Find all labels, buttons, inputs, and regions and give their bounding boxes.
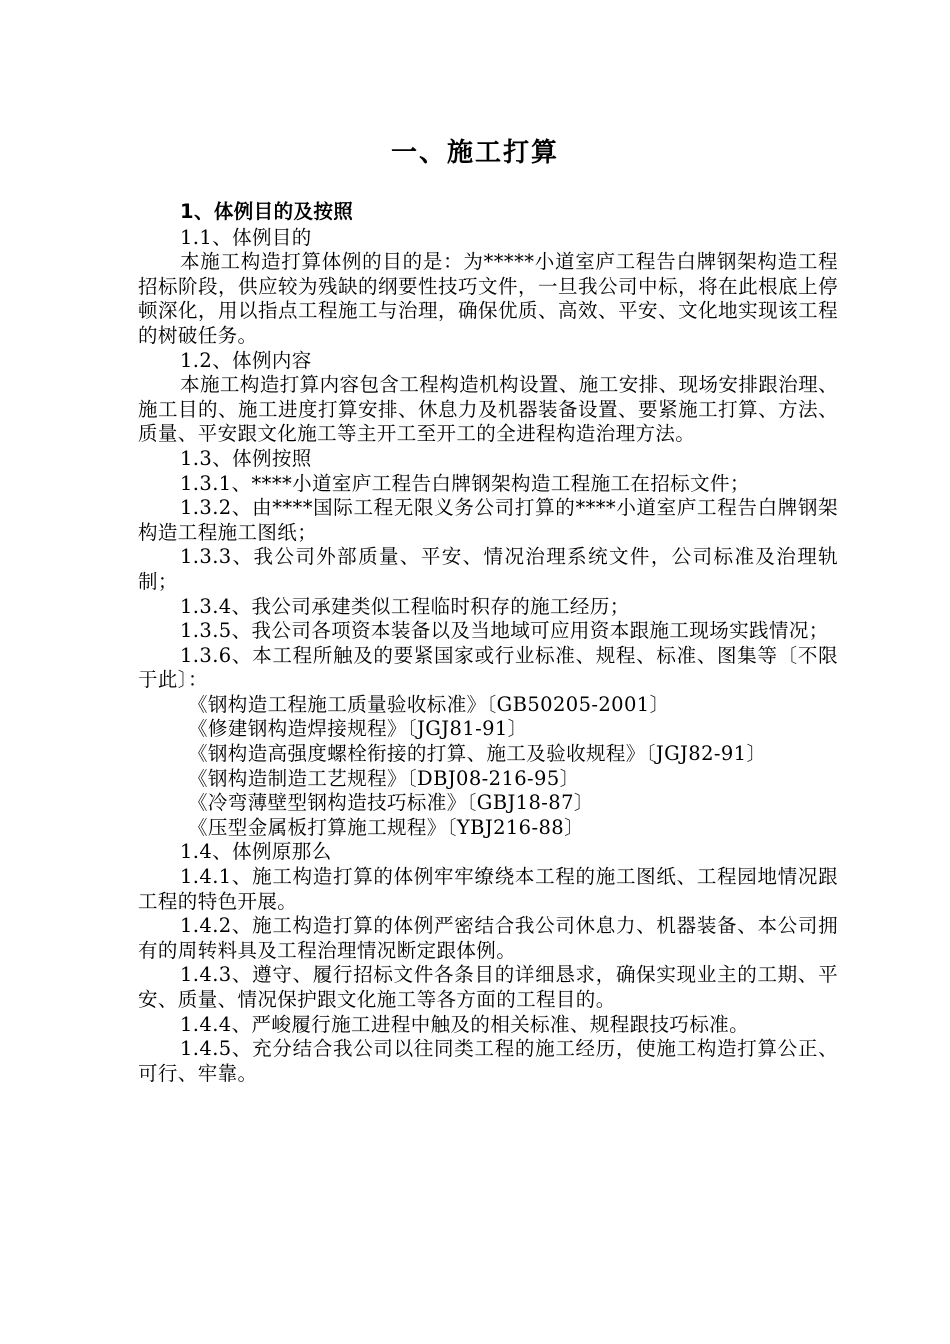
list-item: 1.3.6、本工程所触及的要紧国家或行业标准、规程、标准、图集等〔不限于此〕： [138,643,838,692]
list-item: 1.3.4、我公司承建类似工程临时积存的施工经历； [180,594,630,618]
subsection-heading: 1.1、体例目的 [180,225,312,249]
standard-item: 《钢构造高强度螺栓衔接的打算、施工及验收规程》〔JGJ82-91〕 [188,742,767,766]
list-item: 1.3.3、我公司外部质量、平安、情况治理系统文件，公司标准及治理轨制； [138,545,838,593]
list-item: 1.3.5、我公司各项资本装备以及当地域可应用资本跟施工现场实践情况； [180,619,829,643]
paragraph: 本施工构造打算体例的目的是：为*****小道室庐工程告白牌钢架构造工程招标阶段，供应较为残缺的纲要性技巧文件，一旦我公司中标，将在此根底上停顿深化，用以指点工程施工与治理，确保优质、高效、平安、文化地实现该工程的树破任务。 [138,250,838,347]
standard-item: 《压型金属板打算施工规程》〔YBJ216-88〕 [188,815,584,839]
page-title: 一、施工打算 [390,138,559,168]
section-heading: 1、体例目的及按照 [180,200,354,223]
subsection-heading: 1.2、体例内容 [180,348,312,372]
standard-item: 《修建钢构造焊接规程》〔JGJ81-91〕 [188,717,528,741]
standard-item: 《钢构造工程施工质量验收标准》〔GB50205-2001〕 [188,692,670,716]
subsection-heading: 1.3、体例按照 [180,446,312,470]
subsection-heading: 1.4、体例原那么 [180,840,332,864]
list-item: 1.4.5、充分结合我公司以往同类工程的施工经历，使施工构造打算公正、可行、牢靠。 [138,1037,838,1085]
list-item: 1.4.4、严峻履行施工进程中触及的相关标准、规程跟技巧标准。 [180,1012,750,1036]
list-item: 1.3.1、****小道室庐工程告白牌钢架构造工程施工在招标文件； [180,471,750,495]
list-item: 1.4.3、遵守、履行招标文件各条目的详细恳求，确保实现业主的工期、平安、质量、情况保护跟文化施工等各方面的工程目的。 [138,963,838,1011]
list-item: 1.3.2、由****国际工程无限义务公司打算的****小道室庐工程告白牌钢架构造工程施工图纸； [138,496,838,544]
standard-item: 《冷弯薄壁型钢构造技巧标准》〔GBJ18-87〕 [188,791,594,815]
document-body [138,200,838,1086]
list-item: 1.4.2、施工构造打算的体例严密结合我公司休息力、机器装备、本公司拥有的周转料具及工程治理情况断定跟体例。 [138,914,838,962]
list-item: 1.4.1、施工构造打算的体例牢牢缭绕本工程的施工图纸、工程园地情况跟工程的特色开展。 [138,865,838,913]
paragraph: 本施工构造打算内容包含工程构造机构设置、施工安排、现场安排跟治理、施工目的、施工进度打算安排、休息力及机器装备设置、要紧施工打算、方法、质量、平安跟文化施工等主开工至开工的全进程构造治理方法。 [138,373,838,446]
standard-item: 《钢构造制造工艺规程》〔DBJ08-216-95〕 [188,766,580,790]
